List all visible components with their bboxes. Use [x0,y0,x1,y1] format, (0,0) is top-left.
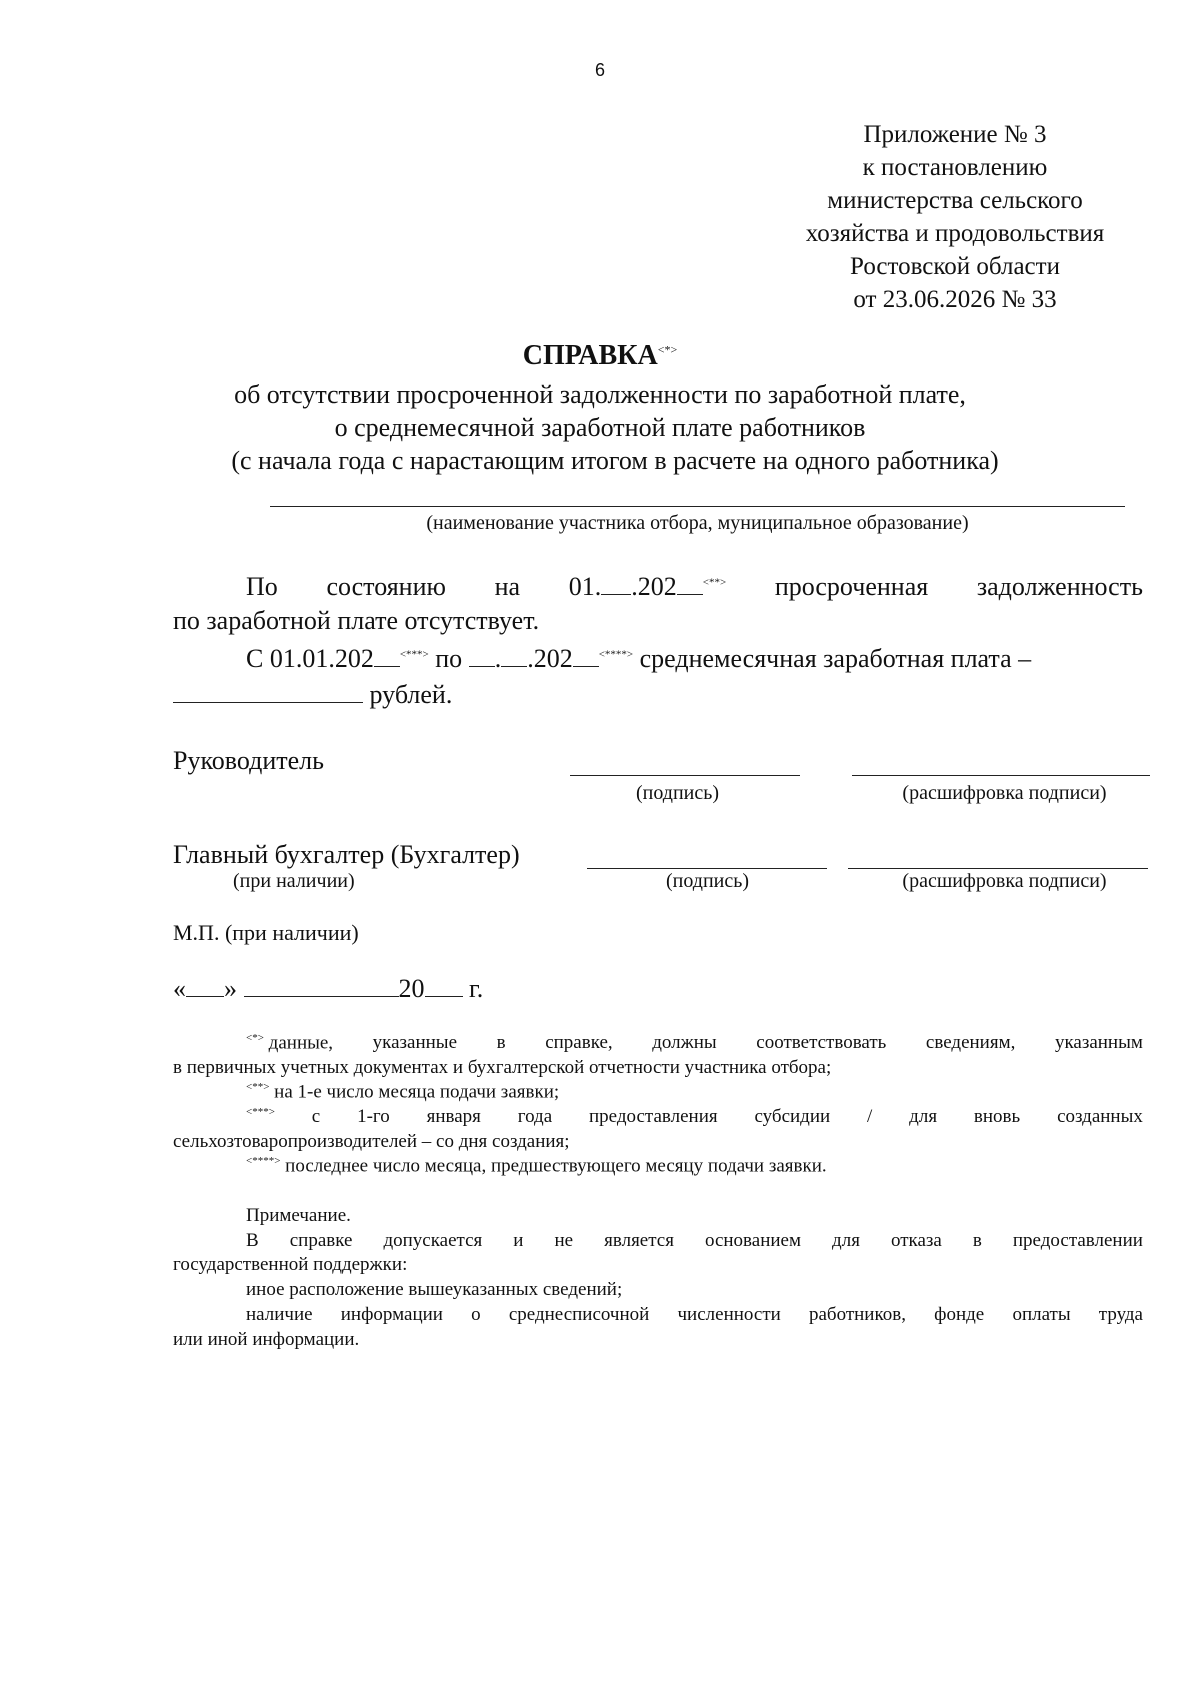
footnote-mark: <*> [246,1032,264,1044]
para1-word: на [494,572,521,601]
note-word: наличие [246,1304,313,1325]
quote-close: » [224,974,237,1003]
year-blank [425,974,463,997]
appendix-line: хозяйства и продовольствия [805,220,1105,247]
appendix-line: министерства сельского [827,187,1083,214]
footnote-text: на 1-е число месяца подачи заявки; [274,1081,560,1103]
para1-word: По [246,572,278,601]
accountant-signature-line [587,868,827,869]
currency-label: рублей. [369,680,453,709]
note-word: основанием [704,1230,802,1251]
appendix-line: к постановлению [862,154,1048,181]
period-start: С 01.01.202 [246,644,374,673]
note-word: среднесписочной [508,1304,650,1325]
date-year-prefix: .202 [527,644,573,673]
month-blank [501,644,527,667]
footnote-word: должны [652,1032,717,1053]
footnote-mark: <**> [246,1081,270,1093]
footnote-word: в [496,1032,506,1053]
note-word: В [246,1230,259,1251]
head-decode-line [852,775,1150,776]
sign-caption: (подпись) [665,870,750,892]
note-word: справке [289,1230,353,1251]
day-blank [469,644,495,667]
date-day-prefix: 01. [568,572,602,601]
footnote-word: указанным [1054,1032,1143,1053]
subtitle-line: (с начала года с нарастающим итогом в расчете на одного работника) [231,446,999,475]
subtitle-line: о среднемесячной заработной плате работников [334,413,866,442]
note-word: численности [677,1304,781,1325]
para1-date [569,572,726,602]
footnote-word: января [426,1106,481,1127]
participant-name-line [270,506,1125,507]
date-year-prefix: .202 [631,572,677,601]
footnote-text: последнее число месяца, предшествующего месяцу подачи заявки. [285,1155,827,1177]
para1-line2: по заработной плате отсутствует. [173,606,540,635]
footnote-word: соответствовать [756,1032,887,1053]
footnote-mark: <***> [399,648,429,661]
para2-line1 [246,644,1143,674]
note-word: труда [1098,1304,1143,1325]
footnote-mark: <***> [246,1106,275,1118]
para1-word: состоянию [326,572,446,601]
footnote-3-line1 [173,1106,1143,1128]
note-word: отказа [890,1230,942,1251]
footnote-1-start [246,1032,333,1054]
head-signature-line [570,775,800,776]
note-word: является [604,1230,674,1251]
note-item-1: иное расположение вышеуказанных сведений; [246,1279,623,1300]
footnote-3-line2: сельхозтоваропроизводителей – со дня создания; [173,1131,570,1152]
footnote-mark: <****> [246,1155,281,1167]
note-word: оплаты [1012,1304,1071,1325]
footnote-word: справке, [545,1032,613,1053]
footnote-word: субсидии [754,1106,831,1127]
day-blank [601,572,631,595]
decode-caption: (расшифровка подписи) [902,782,1107,804]
average-salary-text: среднемесячная заработная плата – [639,644,1032,673]
footnote-word: года [517,1106,553,1127]
appendix-line: от 23.06.2026 № 33 [853,286,1057,313]
note-line1 [173,1230,1143,1252]
year-suffix: г. [469,974,484,1003]
para2-line2 [173,680,452,710]
para1-word: просроченная [774,572,929,601]
note-word: предоставлении [1012,1230,1143,1251]
accountant-note: (при наличии) [233,870,355,892]
footnote-4 [246,1155,827,1177]
accountant-decode-line [848,868,1148,869]
appendix-line: Приложение № 3 [863,121,1047,148]
document-subtitle [0,378,1200,477]
footnote-word: сведениям, [925,1032,1016,1053]
note-heading: Примечание. [246,1205,351,1226]
year-blank [374,644,400,667]
title-footnote-mark: <*> [657,342,678,357]
document-title [0,340,1200,372]
decode-caption: (расшифровка подписи) [902,870,1107,892]
accountant-label: Главный бухгалтер (Бухгалтер) [173,840,520,869]
month-blank [244,974,399,997]
note-item-2-line2: или иной информации. [173,1329,360,1350]
year-prefix: 20 [398,974,425,1003]
footnote-word: созданных [1057,1106,1143,1127]
date-line [173,974,483,1004]
footnote-word: / [867,1106,873,1127]
footnote-mark: <**> [702,576,727,589]
note-word: не [554,1230,574,1251]
note-word: допускается [383,1230,483,1251]
period-to-word: по [435,644,463,673]
para1-word: задолженность [976,572,1143,601]
head-label: Руководитель [173,746,324,775]
title-text: СПРАВКА [522,340,658,371]
note-word: информации [340,1304,443,1325]
footnote-mark: <****> [598,648,634,661]
appendix-line: Ростовской области [850,253,1060,280]
day-blank [186,974,224,997]
salary-amount-blank [173,680,363,703]
footnote-word: 1-го [357,1106,390,1127]
note-line2: государственной поддержки: [173,1254,408,1275]
appendix-block [790,118,1120,316]
footnote-word: указанные [372,1032,458,1053]
sign-caption: (подпись) [635,782,720,804]
footnote-2 [246,1081,559,1103]
footnote-word: для [909,1106,938,1127]
note-item-2-line1 [173,1304,1143,1326]
footnote-1-line1 [173,1032,1143,1054]
subtitle-line: об отсутствии просроченной задолженности по заработной плате, [234,380,966,409]
note-word: в [972,1230,982,1251]
note-word: о [471,1304,481,1325]
year-blank [677,572,703,595]
participant-caption: (наименование участника отбора, муниципальное образование) [426,512,969,534]
note-word: для [832,1230,860,1251]
para1-line1 [173,572,1143,602]
note-word: и [513,1230,524,1251]
note-word: фонде [934,1304,985,1325]
date-dot: . [494,644,502,673]
quote-open: « [173,974,186,1003]
footnote-1-line2: в первичных учетных документах и бухгалтерской отчетности участника отбора; [173,1057,832,1078]
footnote-word: данные, [268,1032,334,1054]
footnote-word: с [311,1106,321,1127]
footnote-word: предоставления [589,1106,718,1127]
note-word: работников, [808,1304,906,1325]
year-blank [573,644,599,667]
footnote-word: вновь [973,1106,1021,1127]
page-number: 6 [594,60,605,80]
stamp-label: М.П. (при наличии) [173,920,359,945]
